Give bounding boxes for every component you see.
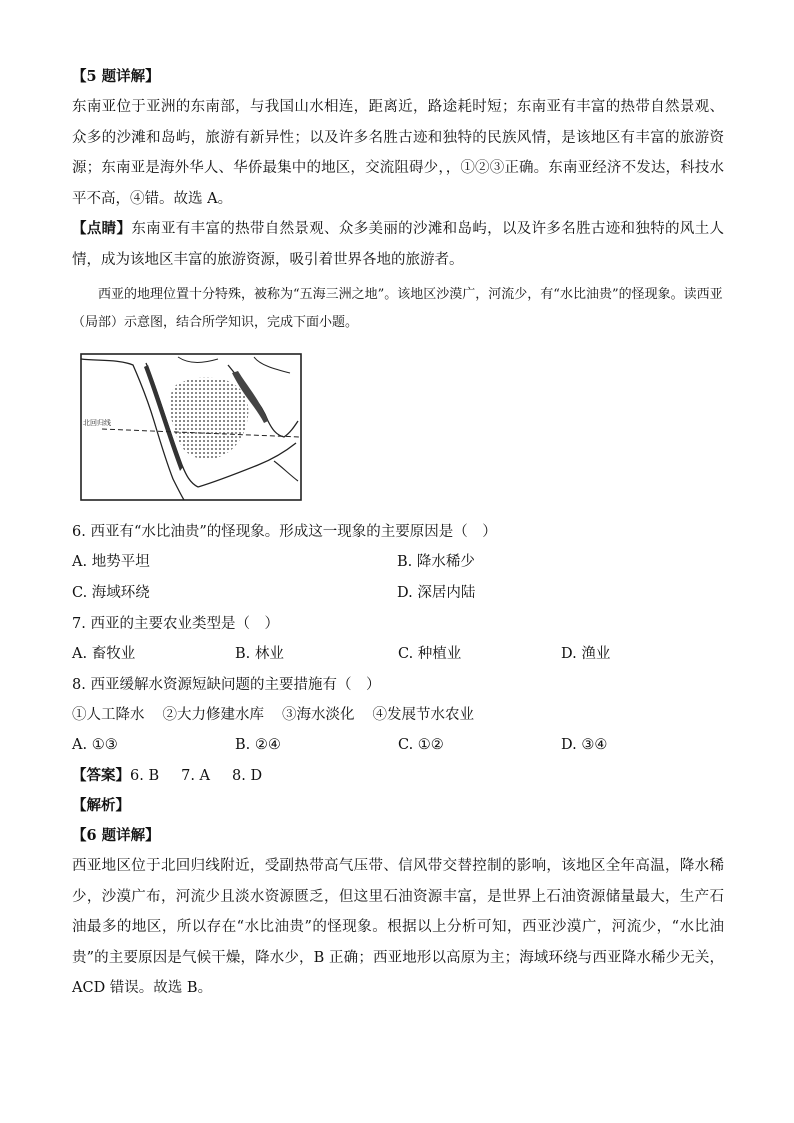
q7-options xyxy=(72,639,724,670)
q6-options-row2 xyxy=(72,578,724,609)
q7-option-c[interactable]: C. 种植业 xyxy=(398,646,462,662)
answer-7: 7. A xyxy=(181,768,211,784)
q7-option-a[interactable]: A. 畜牧业 xyxy=(72,646,136,662)
analysis-label: 【解析】 xyxy=(72,797,130,814)
q8-measure-2: ②大力修建水库 xyxy=(162,707,264,723)
answer-line xyxy=(72,761,724,791)
answer-8: 8. D xyxy=(232,768,263,784)
answer-label: 【答案】 xyxy=(72,767,130,784)
q6-option-a[interactable]: A. 地势平坦 xyxy=(72,554,150,570)
west-asia-map xyxy=(78,351,304,503)
answer-6: 6. B xyxy=(130,768,160,784)
q6-option-d[interactable]: D. 深居内陆 xyxy=(397,585,476,601)
map-figure xyxy=(78,351,304,503)
q6-stem: 6. 西亚有“水比油贵”的怪现象。形成这一现象的主要原因是（ ） xyxy=(72,524,497,540)
section5-heading: 【5 题详解】 xyxy=(72,68,160,85)
q7-option-d[interactable]: D. 渔业 xyxy=(561,646,611,662)
q8-measure-1: ①人工降水 xyxy=(72,707,145,723)
comment-label: 【点睛】 xyxy=(72,220,132,237)
q8-option-d[interactable]: D. ③④ xyxy=(561,737,608,753)
section6-body: 西亚地区位于北回归线附近，受副热带高气压带、信风带交替控制的影响，该地区全年高温，降水稀少，沙漠广布，河流少且淡水资源匮乏，但这里石油资源丰富，是世界上石油资源储量最大，生产石油最多的地区，所以存在“水比油贵”的怪现象。根据以上分析可知，西亚沙漠广，河流少，“水比油贵”的主要原因是气候干燥，降水少，B 正确；西亚地形以高原为主；海域环绕与西亚降水稀少无关，ACD 错误。故选 B。 xyxy=(72,858,724,996)
q8-measures xyxy=(72,700,724,730)
q8-option-b[interactable]: B. ②④ xyxy=(235,737,281,753)
section6-heading: 【6 题详解】 xyxy=(72,827,160,844)
tropic-label: 北回归线 xyxy=(83,419,111,427)
q6-option-b[interactable]: B. 降水稀少 xyxy=(397,554,475,570)
q7-stem: 7. 西亚的主要农业类型是（ ） xyxy=(72,616,279,632)
q8-measure-3: ③海水淡化 xyxy=(282,707,355,723)
q8-measure-4: ④发展节水农业 xyxy=(372,707,474,723)
q7-option-b[interactable]: B. 林业 xyxy=(235,646,284,662)
q8-option-c[interactable]: C. ①② xyxy=(398,737,444,753)
comment-body: 东南亚有丰富的热带自然景观、众多美丽的沙滩和岛屿，以及许多名胜古迹和独特的风土人情，成为该地区丰富的旅游资源，吸引着世界各地的旅游者。 xyxy=(72,221,725,268)
q8-stem: 8. 西亚缓解水资源短缺问题的主要措施有（ ） xyxy=(72,677,381,693)
q8-options xyxy=(72,730,724,761)
comment-block xyxy=(72,214,724,275)
q6-option-c[interactable]: C. 海域环绕 xyxy=(72,585,150,601)
q6-options-row1 xyxy=(72,547,724,578)
intro-text: 西亚的地理位置十分特殊，被称为“五海三洲之地”。该地区沙漠广，河流少，有“水比油贵”的怪现象。读西亚（局部）示意图，结合所学知识，完成下面小题。 xyxy=(72,287,723,330)
q8-option-a[interactable]: A. ①③ xyxy=(72,737,118,753)
section5-body: 东南亚位于亚洲的东南部，与我国山水相连，距离近，路途耗时短；东南亚有丰富的热带自然景观、众多的沙滩和岛屿，旅游有新异性；以及许多名胜古迹和独特的民族风情，是该地区有丰富的旅游资源；东南亚是海外华人、华侨最集中的地区，交流阻碍少，，①②③正确。东南亚经济不发达，科技水平不高，④错。故选 A。 xyxy=(72,99,724,207)
document-page xyxy=(72,62,724,1004)
